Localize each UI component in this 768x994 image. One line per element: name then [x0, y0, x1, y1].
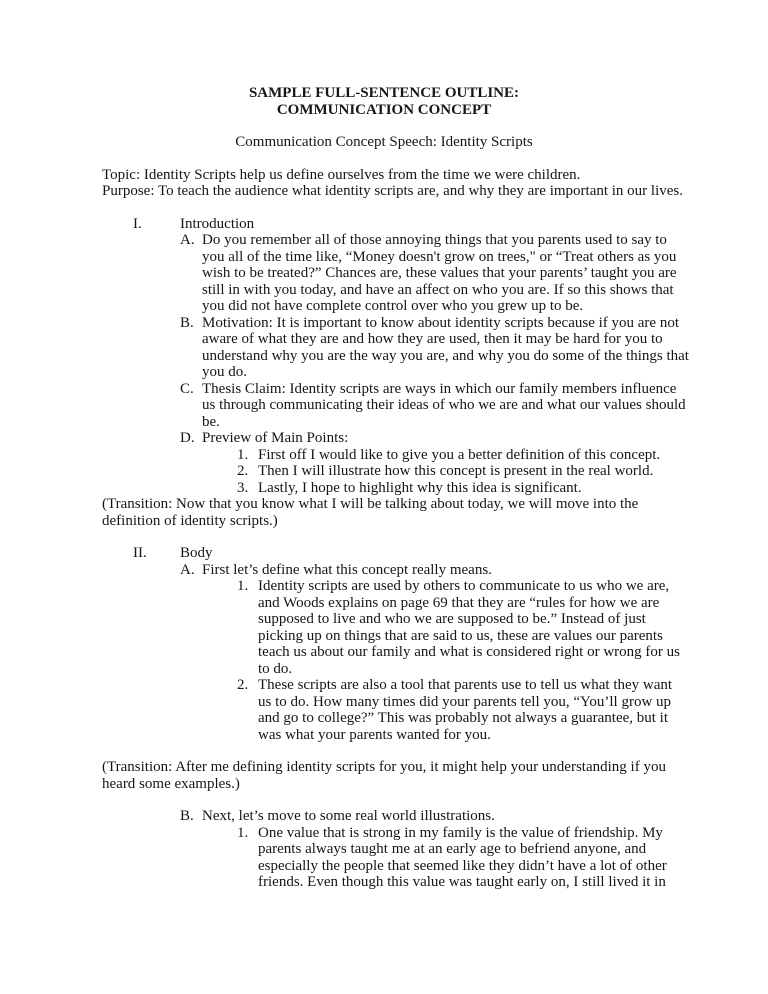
item-I-D-2: [102, 463, 768, 480]
text-line: still in with you today, and have an affect on who you are. If so this shows that: [202, 281, 674, 298]
item-I-D-3: [102, 480, 768, 497]
blank-line: [0, 792, 768, 808]
text-line: Do you remember all of those annoying things that you parents used to say to: [202, 232, 667, 248]
item-II-A-1: [102, 578, 768, 677]
transition-2: [102, 759, 768, 792]
text-line: to do.: [258, 660, 293, 677]
section-II-body: [102, 545, 768, 562]
text-line: SAMPLE FULL-SENTENCE OUTLINE:: [248, 85, 520, 101]
document-title: [0, 85, 768, 118]
document-subtitle: [0, 134, 768, 151]
text-line: definition of identity scripts.): [102, 512, 278, 529]
text-line: Body: [180, 545, 213, 561]
text-line: Then I will illustrate how this concept is present in the real world.: [258, 463, 654, 479]
text-line: parents always taught me at an early age to befriend anyone, and: [258, 841, 647, 857]
outline-label: 1.: [237, 578, 249, 594]
text-line: These scripts are also a tool that parents use to tell us what they want: [258, 677, 673, 693]
text-line: Motivation: It is important to know about identity scripts because if you are not: [202, 314, 679, 331]
item-II-B: [102, 808, 768, 825]
text-line: First off I would like to give you a better definition of this concept.: [258, 446, 661, 463]
text-line: heard some examples.): [102, 775, 240, 792]
outline-label: B.: [180, 314, 194, 331]
text-line: Topic: Identity Scripts help us define ourselves from the time we were children.: [102, 166, 581, 183]
text-line: wish to be treated?” Chances are, these values that your parents’ taught you are: [202, 265, 677, 281]
text-line: you do.: [202, 364, 247, 380]
text-line: aware of what they are and how they are used, then it may be hard for you to: [202, 331, 663, 347]
blank-line: [0, 200, 768, 216]
item-I-A: [102, 232, 768, 315]
text-line: picking up on things that are said to us, these are values our parents: [258, 627, 663, 644]
item-II-A-2: [102, 677, 768, 743]
text-line: Preview of Main Points:: [202, 430, 349, 446]
text-line: Lastly, I hope to highlight why this idea is significant.: [258, 479, 582, 496]
outline-label: A.: [180, 232, 195, 248]
text-line: was what your parents wanted for you.: [258, 726, 491, 743]
text-line: especially the people that seemed like they didn’t have a lot of other: [258, 857, 667, 874]
text-line: One value that is strong in my family is the value of friendship. My: [258, 824, 663, 841]
text-line: Purpose: To teach the audience what identity scripts are, and why they are important in our lives.: [102, 183, 684, 199]
outline-label: A.: [180, 561, 195, 578]
text-line: First let’s define what this concept really means.: [202, 561, 492, 578]
text-line: teach us about our family and what is considered right or wrong for us: [258, 644, 680, 660]
text-line: us to do. How many times did your parents tell you, “You’ll grow up: [258, 693, 672, 710]
text-line: you did not have complete control over who you grew up to be.: [202, 298, 584, 314]
outline-label: 2.: [237, 463, 249, 479]
text-line: and Woods explains on page 69 that they are “rules for how we are: [258, 594, 660, 611]
outline-label: 1.: [237, 446, 249, 463]
topic-purpose: [102, 167, 768, 200]
text-line: understand why you are the way you are, and why you do some of the things that: [202, 347, 689, 364]
item-II-B-1: [102, 825, 768, 891]
outline-label: 2.: [237, 677, 249, 693]
text-line: COMMUNICATION CONCEPT: [276, 101, 492, 118]
outline-label: II.: [133, 545, 147, 561]
outline-label: B.: [180, 808, 194, 824]
section-I-introduction: [102, 216, 768, 233]
blank-line: [0, 743, 768, 759]
text-line: you all of the time like, “Money doesn't grow on trees," or “Treat others as you: [202, 248, 677, 265]
text-line: be.: [202, 413, 220, 430]
text-line: Introduction: [180, 215, 255, 232]
text-line: supposed to live and who we are supposed to be.” Instead of just: [258, 611, 646, 627]
outline-label: 3.: [237, 479, 249, 496]
blank-line: [0, 118, 768, 134]
item-I-C: [102, 381, 768, 431]
outline-label: I.: [133, 215, 142, 232]
outline-label: D.: [180, 430, 195, 446]
text-line: Next, let’s move to some real world illustrations.: [202, 808, 495, 824]
text-line: Communication Concept Speech: Identity Scripts: [235, 134, 533, 150]
text-line: (Transition: After me defining identity scripts for you, it might help your understanding if you: [102, 759, 666, 775]
outline-label: C.: [180, 380, 194, 397]
text-line: and go to college?” This was probably not always a guarantee, but it: [258, 710, 669, 726]
text-line: us through communicating their ideas of who we are and what our values should: [202, 397, 686, 413]
text-line: Identity scripts are used by others to communicate to us who we are,: [258, 578, 670, 594]
item-I-D-1: [102, 447, 768, 464]
text-line: (Transition: Now that you know what I will be talking about today, we will move into the: [102, 496, 639, 512]
transition-1: [102, 496, 768, 529]
outline-label: 1.: [237, 824, 249, 841]
text-line: friends. Even though this value was taught early on, I still lived it in: [258, 874, 666, 890]
item-I-D: [102, 430, 768, 447]
item-I-B: [102, 315, 768, 381]
item-II-A: [102, 562, 768, 579]
blank-line: [0, 529, 768, 545]
blank-line: [0, 151, 768, 167]
text-line: Thesis Claim: Identity scripts are ways in which our family members influence: [202, 380, 677, 397]
